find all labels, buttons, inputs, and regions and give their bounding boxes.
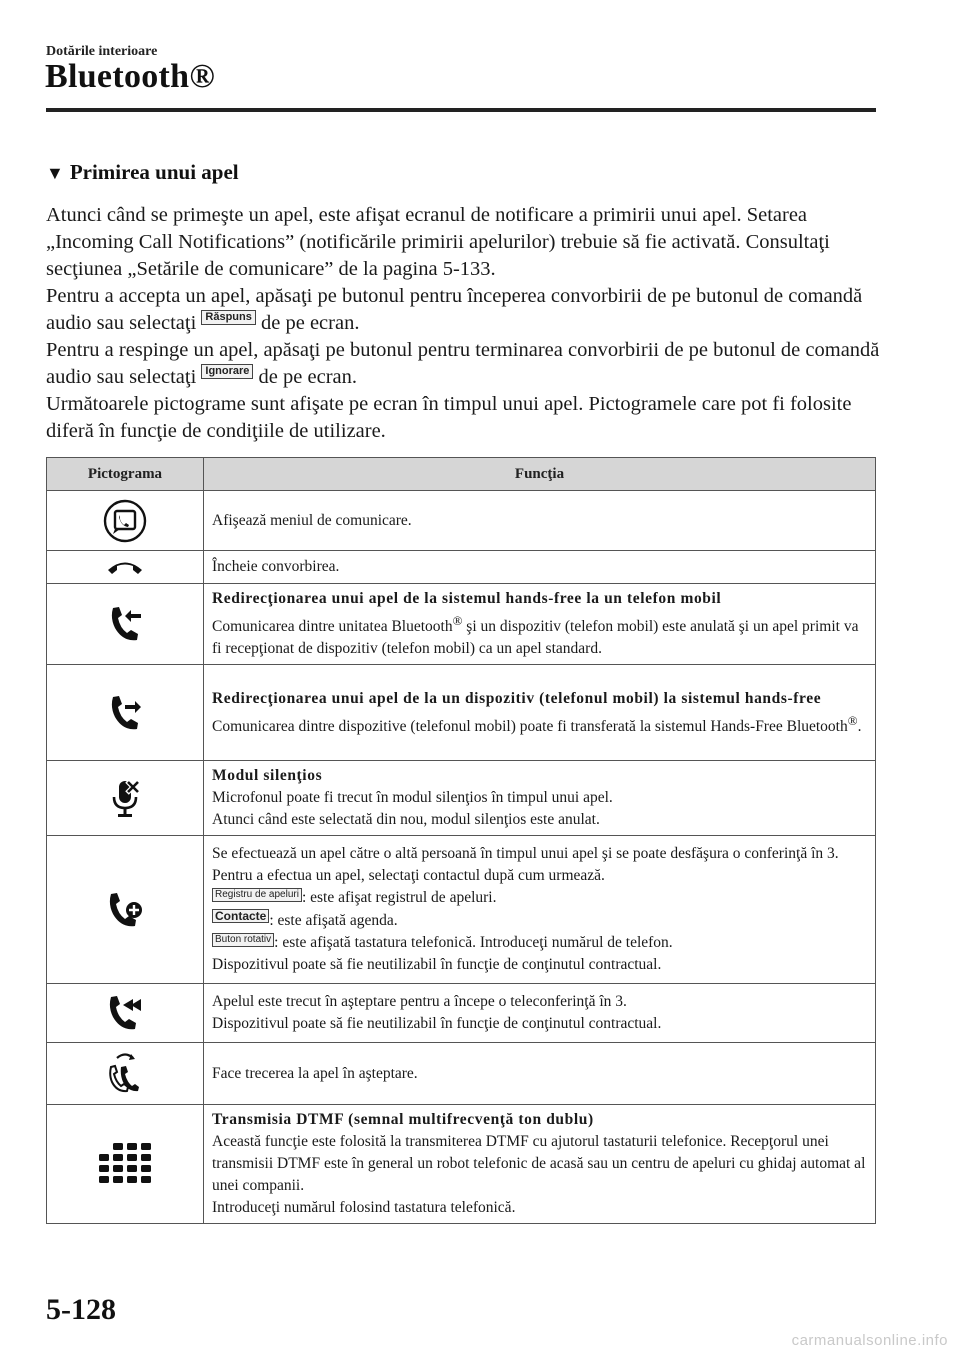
function-text: Microfonul poate fi trecut în modul silenţios în timpul unui apel. (212, 789, 613, 807)
intro-paragraph-3 (46, 337, 886, 391)
table-row (47, 1043, 876, 1105)
function-text: Dispozitivul poate să fie neutilizabil în funcţie de conţinutul contractual. (212, 1015, 662, 1033)
p3-text-before: Pentru a respinge un apel, apăsaţi pe butonul pentru terminarea convorbirii de pe butonul de comandă audio sau selectaţi (46, 339, 880, 388)
function-text: Afişează meniul de comunicare. (204, 491, 876, 551)
column-header-function: Funcţia (204, 458, 876, 491)
subheading (46, 160, 239, 185)
subheading-text: Primirea unui apel (69, 160, 239, 184)
function-text (212, 710, 867, 738)
icon-function-table (46, 457, 876, 1224)
function-text: Dispozitivul poate să fie neutilizabil în funcţie de conţinutul contractual. (212, 956, 662, 974)
function-text-part: : este afişat registrul de apeluri. (301, 889, 497, 907)
hang-up-icon (105, 557, 145, 577)
function-text-part: : este afişată tastatura telefonică. Introduceţi numărul de telefon. (274, 934, 673, 952)
section-label: Dotările interioare (46, 44, 158, 59)
transfer-to-handsfree-icon (105, 691, 145, 735)
call-log-button-label: Registru de apeluri (212, 888, 302, 902)
table-row (47, 1105, 876, 1224)
keypad-icon (95, 1141, 155, 1187)
table-row (47, 836, 876, 984)
function-text-part: Comunicarea dintre dispozitive (telefonul mobil) poate fi transferată la sistemul Hands-Free Bluetooth (212, 717, 848, 735)
function-text: Face trecerea la apel în aşteptare. (204, 1043, 876, 1105)
function-title: Redirecţionarea unui apel de la sistemul hands-free la un telefon mobil (212, 590, 722, 607)
triangle-bullet-icon: ▼ (46, 163, 64, 183)
answer-button-label: Răspuns (201, 310, 255, 325)
contacts-button-label: Contacte (212, 909, 269, 923)
hold-for-conference-icon (103, 991, 147, 1035)
chapter-title: Bluetooth® (45, 58, 216, 95)
intro-paragraph-2 (46, 283, 886, 337)
switch-call-icon (103, 1049, 147, 1099)
function-title: Redirecţionarea unui apel de la un dispozitiv (telefonul mobil) la sistemul hands-free (212, 689, 822, 707)
mute-microphone-icon (107, 775, 143, 821)
p3-text-after: de pe ecran. (253, 366, 357, 388)
table-header-row (47, 458, 876, 491)
title-rule (46, 108, 876, 112)
function-title: Transmisia DTMF (semnal multifrecvenţă ton dublu) (212, 1111, 594, 1129)
add-call-icon (103, 886, 147, 934)
dial-button-label: Buton rotativ (212, 933, 274, 947)
transfer-to-phone-icon (105, 602, 145, 646)
function-text-part: Comunicarea dintre unitatea Bluetooth (212, 618, 453, 636)
table-row (47, 551, 876, 584)
table-row (47, 984, 876, 1043)
function-text: Apelul este trecut în aşteptare pentru a începe o teleconferinţă în 3. (212, 993, 627, 1011)
intro-paragraph-4: Următoarele pictograme sunt afişate pe ecran în timpul unui apel. Pictogramele care pot fi folosite diferă în funcţie de condiţiile de utilizare. (46, 393, 852, 442)
function-text-part: : este afişată agenda. (269, 912, 398, 930)
contacts-option (212, 909, 867, 932)
function-text (212, 610, 867, 660)
p2-text-after: de pe ecran. (255, 312, 360, 334)
table-row (47, 584, 876, 665)
page-number: 5-128 (46, 1293, 116, 1326)
registered-mark: ® (847, 712, 858, 728)
ignore-button-label: Ignorare (201, 364, 253, 379)
dial-pad-option (212, 932, 867, 954)
column-header-icon: Pictograma (47, 458, 204, 491)
function-text-part: şi un dispozitiv (telefon mobil) este anulată şi un apel primit va fi recepţionat de dispozitiv (telefon mobil) ca un apel standard. (212, 618, 859, 658)
registered-mark: ® (452, 613, 463, 628)
function-text: Încheie convorbirea. (204, 551, 876, 584)
function-text: Introduceţi numărul folosind tastatura telefonică. (212, 1199, 516, 1217)
table-row (47, 491, 876, 551)
table-row (47, 761, 876, 836)
table-row (47, 665, 876, 761)
intro-paragraph-1: Atunci când se primeşte un apel, este afişat ecranul de notificare a primirii unui apel. Setarea „Incoming Call Notifications” (notificările primirii apelurilor) trebuie să fie activată. Consultaţi secţiunea „Setările de comunicare” de la pagina 5-133. (46, 204, 830, 280)
function-text: Atunci când este selectată din nou, modul silenţios este anulat. (212, 811, 600, 829)
intro-text (46, 202, 886, 445)
phone-menu-icon (102, 498, 148, 544)
call-log-option (212, 887, 867, 909)
watermark: carmanualsonline.info (791, 1332, 948, 1349)
function-text: Această funcţie este folosită la transmiterea DTMF cu ajutorul tastaturii telefonice. Recepţorul unei transmisii DTMF este în general un robot telefonic de acasă sau un centru de apeluri cu ghidaj automat al unei companii. (212, 1133, 866, 1195)
function-text-part: . (857, 717, 862, 735)
p2-text-before: Pentru a accepta un apel, apăsaţi pe butonul pentru începerea convorbirii de pe butonul de comandă audio sau selectaţi (46, 285, 863, 334)
function-title: Modul silenţios (212, 767, 323, 785)
function-text: Se efectuează un apel către o altă persoană în timpul unui apel şi se poate desfăşura o conferinţă în 3. Pentru a efectua un apel, selectaţi contactul după cum urmează. (212, 845, 839, 885)
